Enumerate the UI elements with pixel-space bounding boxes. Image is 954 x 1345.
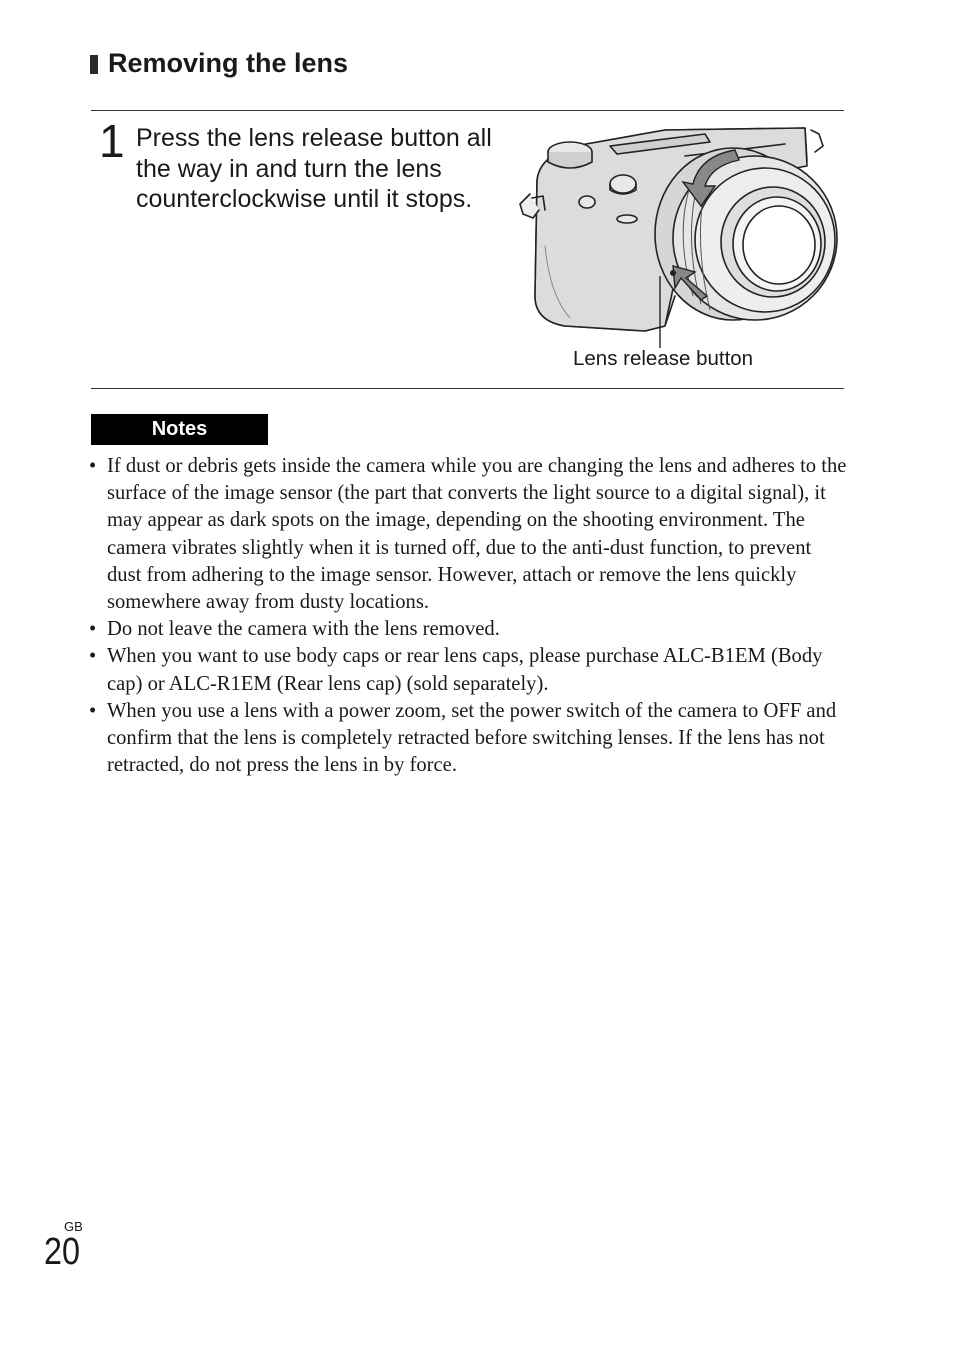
notes-heading: Notes xyxy=(91,414,268,445)
note-item: • When you want to use body caps or rear lens caps, please purchase ALC-B1EM (Body cap) or ALC-R1EM (Rear lens cap) (sold separately). xyxy=(88,643,848,697)
lens-release-button-label: Lens release button xyxy=(573,347,754,370)
step-instruction: Press the lens release button all the way in and turn the lens counterclockwise until it stops. xyxy=(136,124,492,213)
top-divider xyxy=(91,110,844,111)
step-number: 1 xyxy=(99,115,125,167)
lens-release-button-dot xyxy=(670,270,676,276)
section-title xyxy=(90,48,348,79)
note-item: • When you use a lens with a power zoom, set the power switch of the camera to OFF and confirm that the lens is completely retracted before switching lenses. If the lens has not retracted, do not press the lens in by force. xyxy=(88,698,848,780)
language-code: GB xyxy=(64,1219,83,1234)
title-marker-icon xyxy=(90,55,98,74)
notes-list xyxy=(88,453,848,779)
note-item: • Do not leave the camera with the lens removed. xyxy=(88,616,848,643)
bottom-divider xyxy=(91,388,844,389)
page-number: 20 xyxy=(44,1231,80,1273)
note-item: • If dust or debris gets inside the camera while you are changing the lens and adheres to the surface of the image sensor (the part that converts the light source to a digital signal), it may appear as dark spots on the image, depending on the shooting environment. The camera vibrates slightly when it is turned off, due to the anti-dust function, to prevent dust from adhering to the image sensor. However, attach or remove the lens quickly somewhere away from dusty locations. xyxy=(88,453,848,616)
section-title-text: Removing the lens xyxy=(108,48,349,78)
camera-lens-illustration xyxy=(515,126,845,352)
lens xyxy=(655,148,837,320)
